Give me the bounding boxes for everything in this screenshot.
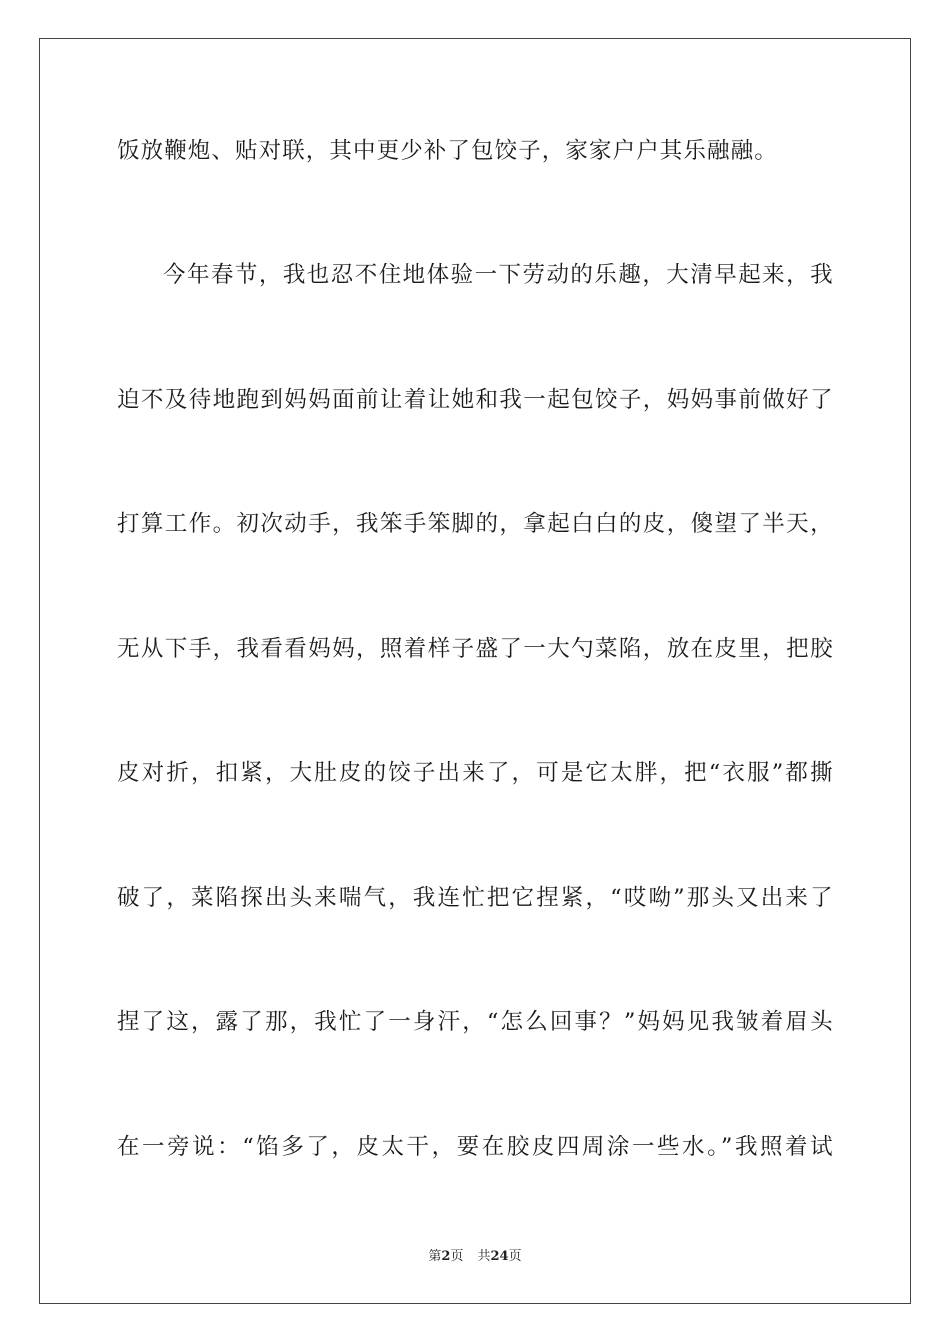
page-prefix: 第 [428,1249,442,1264]
text-line-9: 在一旁说：“馅多了，皮太干，要在胶皮四周涂一些水。”我照着试 [117,1134,833,1160]
text-line-6: 皮对折，扣紧，大肚皮的饺子出来了，可是它太胖，把“衣服”都撕 [117,760,833,786]
total-pages: 24 [490,1249,509,1264]
page-footer [0,1248,950,1266]
text-line-4: 打算工作。初次动手，我笨手笨脚的，拿起白白的皮，傻望了半天， [117,511,833,537]
page-border [39,38,911,1304]
text-line-8: 捏了这，露了那，我忙了一身汗，“怎么回事？”妈妈见我皱着眉头 [117,1009,833,1035]
text-line-7: 破了，菜陷探出头来喘气，我连忙把它捏紧，“哎呦”那头又出来了 [117,885,833,911]
text-line-5: 无从下手，我看看妈妈，照着样子盛了一大勺菜陷，放在皮里，把胶 [117,636,833,662]
page-suffix: 页 [450,1249,464,1264]
text-line-1: 饭放鞭炮、贴对联，其中更少补了包饺子，家家户户其乐融融。 [117,138,778,164]
page-number: 2 [441,1249,451,1264]
total-prefix: 共 [477,1249,491,1264]
total-suffix: 页 [508,1249,522,1264]
text-line-2-paragraph-start: 今年春节，我也忍不住地体验一下劳动的乐趣，大清早起来，我 [163,262,833,288]
text-line-3: 迫不及待地跑到妈妈面前让着让她和我一起包饺子，妈妈事前做好了 [117,387,833,413]
